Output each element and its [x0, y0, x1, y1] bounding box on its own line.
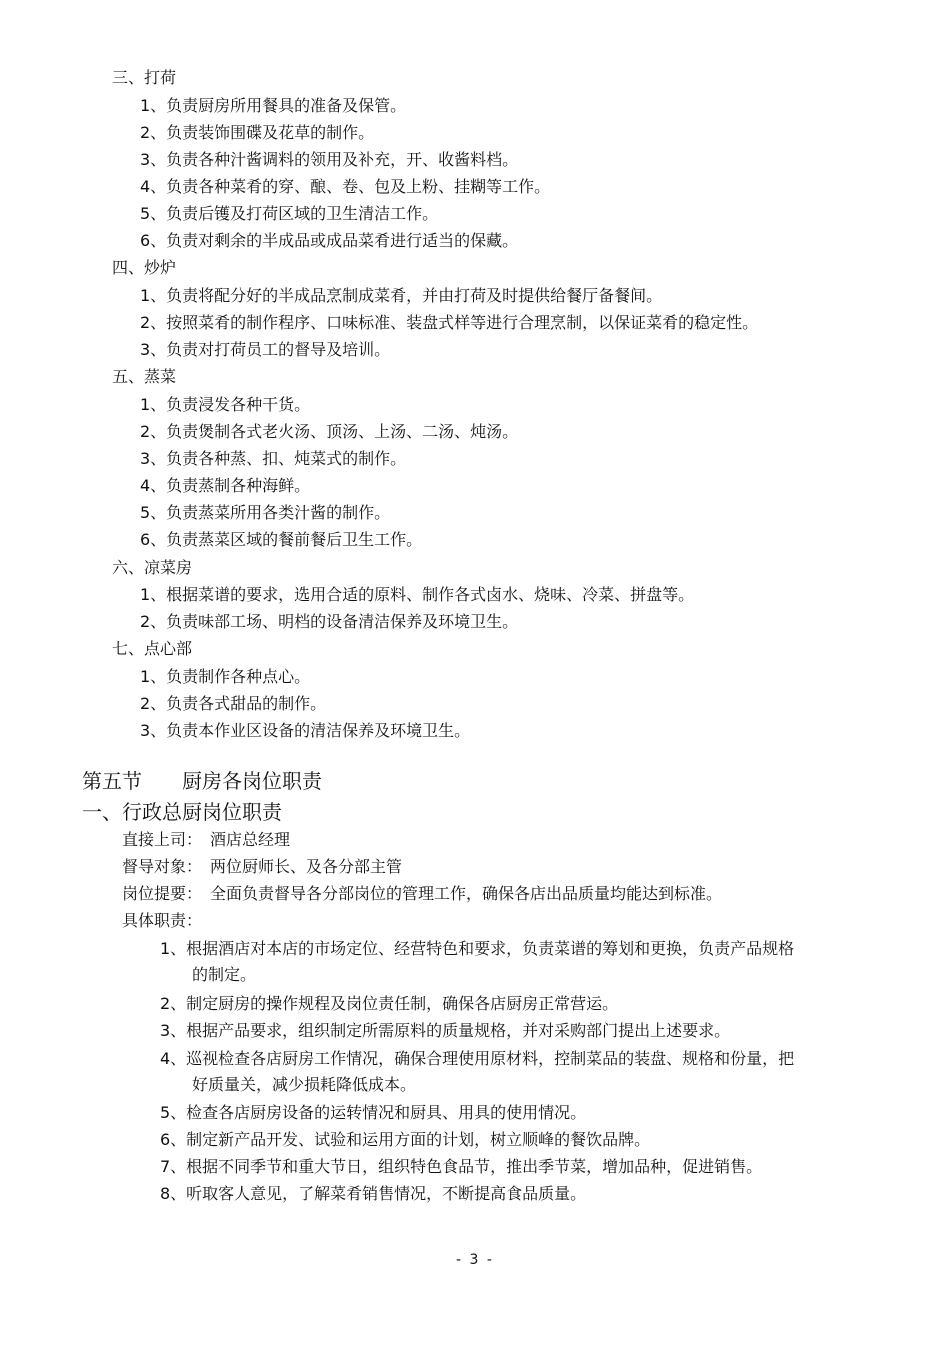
- list-item: 1、负责厨房所用餐具的准备及保管。: [140, 96, 407, 115]
- list-item: 1、负责制作各种点心。: [140, 667, 311, 686]
- section-heading: 第五节 厨房各岗位职责: [82, 769, 322, 793]
- section-title-chaolu: 四、炒炉: [112, 258, 177, 277]
- list-item: 2、负责味部工场、明档的设备清洁保养及环境卫生。: [140, 612, 519, 631]
- sub-heading: 一、行政总厨岗位职责: [82, 800, 282, 824]
- duty-item: 4、巡视检查各店厨房工作情况，确保合理使用原材料，控制菜品的装盘、规格和份量，把: [160, 1049, 795, 1068]
- duty-item-continuation: 好质量关，减少损耗降低成本。: [192, 1075, 417, 1094]
- list-item: 4、负责各种菜肴的穿、酿、卷、包及上粉、挂糊等工作。: [140, 177, 551, 196]
- field-summary: 岗位提要： 全面负责督导各分部岗位的管理工作，确保各店出品质量均能达到标准。: [122, 884, 723, 903]
- list-item: 3、负责本作业区设备的清洁保养及环境卫生。: [140, 721, 471, 740]
- section-title-dianxinbu: 七、点心部: [112, 639, 193, 658]
- list-item: 2、负责装饰围碟及花草的制作。: [140, 123, 375, 142]
- list-item: 1、根据菜谱的要求，选用合适的原料、制作各式卤水、烧味、冷菜、拼盘等。: [140, 585, 695, 604]
- list-item: 5、负责后镬及打荷区域的卫生清洁工作。: [140, 204, 439, 223]
- section-title-dahe: 三、打荷: [112, 68, 177, 87]
- field-subordinates: 督导对象： 两位厨师长、及各分部主管: [122, 857, 403, 876]
- duty-item: 5、检查各店厨房设备的运转情况和厨具、用具的使用情况。: [160, 1103, 587, 1122]
- section-title-liangcaifang: 六、凉菜房: [112, 558, 193, 577]
- list-item: 2、负责各式甜品的制作。: [140, 694, 327, 713]
- list-item: 5、负责蒸菜所用各类汁酱的制作。: [140, 503, 391, 522]
- list-item: 2、负责煲制各式老火汤、顶汤、上汤、二汤、炖汤。: [140, 422, 519, 441]
- page-number: - 3 -: [456, 1252, 494, 1268]
- duty-item: 2、制定厨房的操作规程及岗位责任制，确保各店厨房正常营运。: [160, 994, 619, 1013]
- field-duties-label: 具体职责：: [122, 911, 203, 930]
- list-item: 6、负责对剩余的半成品或成品菜肴进行适当的保藏。: [140, 231, 519, 250]
- list-item: 6、负责蒸菜区域的餐前餐后卫生工作。: [140, 530, 423, 549]
- list-item: 3、负责各种汁酱调料的领用及补充，开、收酱料档。: [140, 150, 519, 169]
- duty-item: 1、根据酒店对本店的市场定位、经营特色和要求，负责菜谱的筹划和更换，负责产品规格: [160, 939, 795, 958]
- duty-item-continuation: 的制定。: [192, 965, 257, 984]
- list-item: 2、按照菜肴的制作程序、口味标准、装盘式样等进行合理烹制，以保证菜肴的稳定性。: [140, 313, 759, 332]
- list-item: 3、负责对打荷员工的督导及培训。: [140, 340, 391, 359]
- duty-item: 7、根据不同季节和重大节日，组织特色食品节，推出季节菜，增加品种，促进销售。: [160, 1157, 763, 1176]
- duty-item: 6、制定新产品开发、试验和运用方面的计划，树立顺峰的餐饮品牌。: [160, 1130, 651, 1149]
- field-supervisor: 直接上司： 酒店总经理: [122, 830, 291, 849]
- section-title-zhengcai: 五、蒸菜: [112, 367, 177, 386]
- list-item: 3、负责各种蒸、扣、炖菜式的制作。: [140, 449, 407, 468]
- list-item: 1、负责将配分好的半成品烹制成菜肴，并由打荷及时提供给餐厅备餐间。: [140, 286, 663, 305]
- duty-item: 3、根据产品要求，组织制定所需原料的质量规格，并对采购部门提出上述要求。: [160, 1021, 731, 1040]
- list-item: 4、负责蒸制各种海鲜。: [140, 476, 311, 495]
- duty-item: 8、听取客人意见，了解菜肴销售情况，不断提高食品质量。: [160, 1184, 587, 1203]
- list-item: 1、负责浸发各种干货。: [140, 395, 311, 414]
